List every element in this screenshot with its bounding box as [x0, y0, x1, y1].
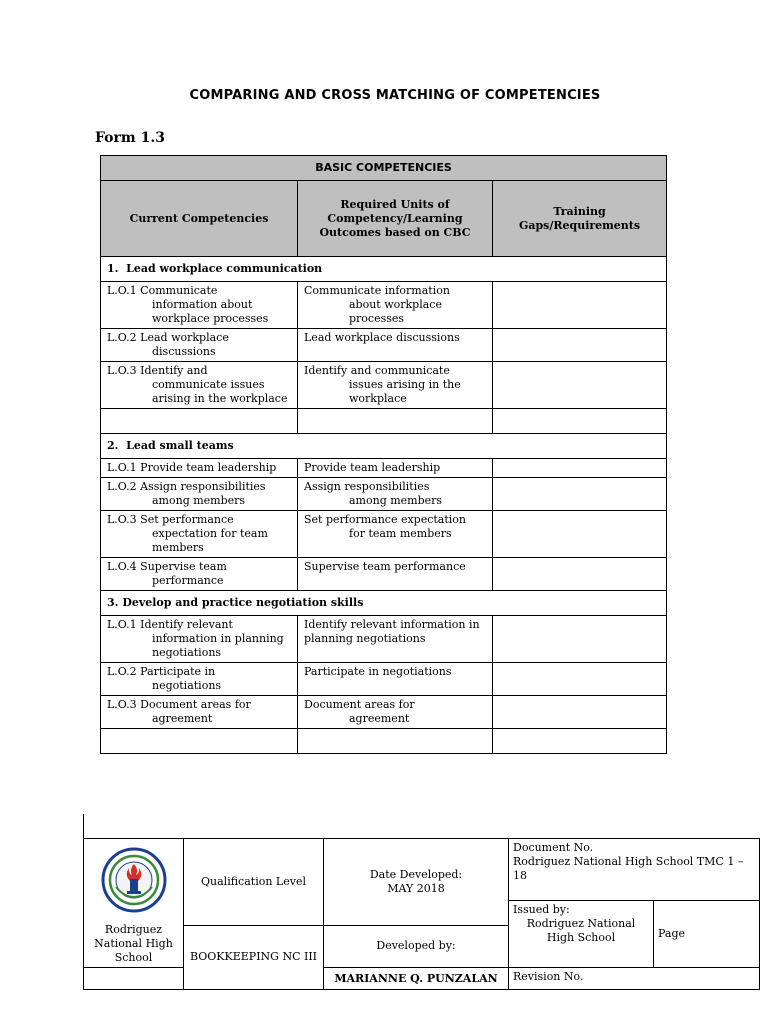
competencies-table [100, 155, 667, 754]
learning-outcome-label: L.O.2 Lead workplace [107, 331, 229, 344]
required-unit-cell [298, 663, 493, 696]
issued-by-value: Rodriguez National High School [526, 917, 636, 944]
current-competency-cell [101, 663, 298, 696]
table-row [101, 616, 667, 663]
blank-cell[interactable] [101, 409, 298, 434]
required-unit-continuation: about workplace processes [349, 298, 442, 325]
learning-outcome-label: L.O.1 Provide team leadership [107, 461, 277, 474]
document-number-cell [509, 839, 760, 901]
learning-outcome-label: L.O.3 Identify and [107, 364, 208, 377]
page-label: Page [654, 901, 760, 968]
revision-number-label: Revision No. [509, 968, 760, 990]
table-row [101, 329, 667, 362]
learning-outcome-continuation: among members [152, 494, 246, 507]
training-gap-cell[interactable] [493, 511, 667, 558]
required-unit-text: Participate in negotiations [304, 665, 452, 678]
document-footer [83, 838, 759, 985]
training-gap-cell[interactable] [493, 696, 667, 729]
document-title: COMPARING AND CROSS MATCHING OF COMPETENCIES [189, 88, 601, 103]
section-row [101, 434, 667, 459]
required-unit-text: Assign responsibilities [304, 480, 430, 493]
basic-competencies-banner: BASIC COMPETENCIES [101, 156, 667, 181]
corner-mark [83, 814, 96, 838]
developed-by-label: Developed by: [324, 925, 509, 968]
table-row [101, 558, 667, 591]
current-competency-cell [101, 511, 298, 558]
current-competency-cell [101, 616, 298, 663]
date-developed-label: Date Developed: [369, 867, 463, 881]
training-gap-cell[interactable] [493, 459, 667, 478]
required-unit-continuation: issues arising in the workplace [349, 378, 461, 405]
issued-by-label: Issued by: [513, 903, 570, 916]
required-unit-cell [298, 558, 493, 591]
issued-by-cell [509, 901, 654, 968]
current-competency-cell [101, 558, 298, 591]
table-row [101, 459, 667, 478]
current-competency-cell [101, 696, 298, 729]
learning-outcome-continuation: information in planning negotiations [152, 632, 284, 659]
required-unit-text: Communicate information [304, 284, 450, 297]
required-unit-text: Lead workplace discussions [304, 331, 460, 344]
section-row [101, 257, 667, 282]
section-title: 2. Lead small teams [101, 434, 667, 459]
qualification-value: BOOKKEEPING NC III [184, 925, 324, 990]
blank-cell[interactable] [101, 729, 298, 754]
required-unit-text: Set performance expectation [304, 513, 467, 526]
section-title: 3. Develop and practice negotiation skills [101, 591, 667, 616]
section-title: 1. Lead workplace communication [101, 257, 667, 282]
required-unit-continuation: agreement [349, 712, 410, 725]
col-header-current: Current Competencies [101, 181, 298, 257]
table-row [101, 362, 667, 409]
required-unit-cell [298, 616, 493, 663]
required-unit-cell [298, 362, 493, 409]
training-gap-cell[interactable] [493, 329, 667, 362]
blank-cell[interactable] [493, 409, 667, 434]
required-unit-cell [298, 478, 493, 511]
required-unit-cell [298, 459, 493, 478]
learning-outcome-continuation: negotiations [152, 679, 222, 692]
learning-outcome-label: L.O.3 Set performance [107, 513, 234, 526]
blank-row [101, 729, 667, 754]
table-row [101, 478, 667, 511]
school-logo-cell [84, 839, 184, 968]
training-gap-cell[interactable] [493, 616, 667, 663]
table-row [101, 663, 667, 696]
required-unit-text: Supervise team performance [304, 560, 466, 573]
form-label: Form 1.3 [95, 130, 165, 146]
current-competency-cell [101, 459, 298, 478]
training-gap-cell[interactable] [493, 362, 667, 409]
required-unit-text: Identify relevant information in planning negotiations [304, 618, 480, 645]
learning-outcome-label: L.O.1 Identify relevant [107, 618, 233, 631]
required-unit-cell [298, 329, 493, 362]
current-competency-cell [101, 362, 298, 409]
developer-name: MARIANNE Q. PUNZALAN [324, 968, 509, 990]
blank-cell[interactable] [298, 409, 493, 434]
qualification-label: Qualification Level [184, 839, 324, 926]
current-competency-cell [101, 329, 298, 362]
current-competency-cell [101, 478, 298, 511]
learning-outcome-label: L.O.2 Assign responsibilities [107, 480, 266, 493]
required-unit-continuation: among members [349, 494, 443, 507]
date-developed-cell [324, 839, 509, 926]
learning-outcome-continuation: agreement [152, 712, 213, 725]
school-seal-icon [101, 847, 167, 913]
learning-outcome-label: L.O.2 Participate in [107, 665, 216, 678]
required-unit-text: Identify and communicate [304, 364, 450, 377]
required-unit-cell [298, 696, 493, 729]
col-header-required: Required Units of Competency/Learning Outcomes based on CBC [298, 181, 493, 257]
table-row [101, 282, 667, 329]
learning-outcome-continuation: communicate issues arising in the workplace [152, 378, 288, 405]
learning-outcome-continuation: expectation for team members [152, 527, 268, 554]
date-developed-value: MAY 2018 [387, 881, 445, 895]
blank-cell[interactable] [493, 729, 667, 754]
learning-outcome-continuation: performance [152, 574, 224, 587]
learning-outcome-label: L.O.3 Document areas for [107, 698, 251, 711]
table-row [101, 511, 667, 558]
required-unit-text: Provide team leadership [304, 461, 441, 474]
required-unit-cell [298, 511, 493, 558]
document-number-value: Rodriguez National High School TMC 1 – 18 [513, 855, 744, 882]
training-gap-cell[interactable] [493, 478, 667, 511]
blank-cell[interactable] [298, 729, 493, 754]
required-unit-text: Document areas for [304, 698, 415, 711]
section-row [101, 591, 667, 616]
learning-outcome-label: L.O.4 Supervise team [107, 560, 227, 573]
learning-outcome-label: L.O.1 Communicate [107, 284, 218, 297]
col-header-gaps: Training Gaps/Requirements [493, 181, 667, 257]
training-gap-cell[interactable] [493, 282, 667, 329]
school-name: Rodriguez National High School [94, 923, 173, 964]
required-unit-continuation: for team members [349, 527, 452, 540]
blank-row [101, 409, 667, 434]
learning-outcome-continuation: discussions [152, 345, 216, 358]
current-competency-cell [101, 282, 298, 329]
training-gap-cell[interactable] [493, 663, 667, 696]
required-unit-cell [298, 282, 493, 329]
table-row [101, 696, 667, 729]
document-number-label: Document No. [513, 841, 594, 854]
training-gap-cell[interactable] [493, 558, 667, 591]
learning-outcome-continuation: information about workplace processes [152, 298, 269, 325]
